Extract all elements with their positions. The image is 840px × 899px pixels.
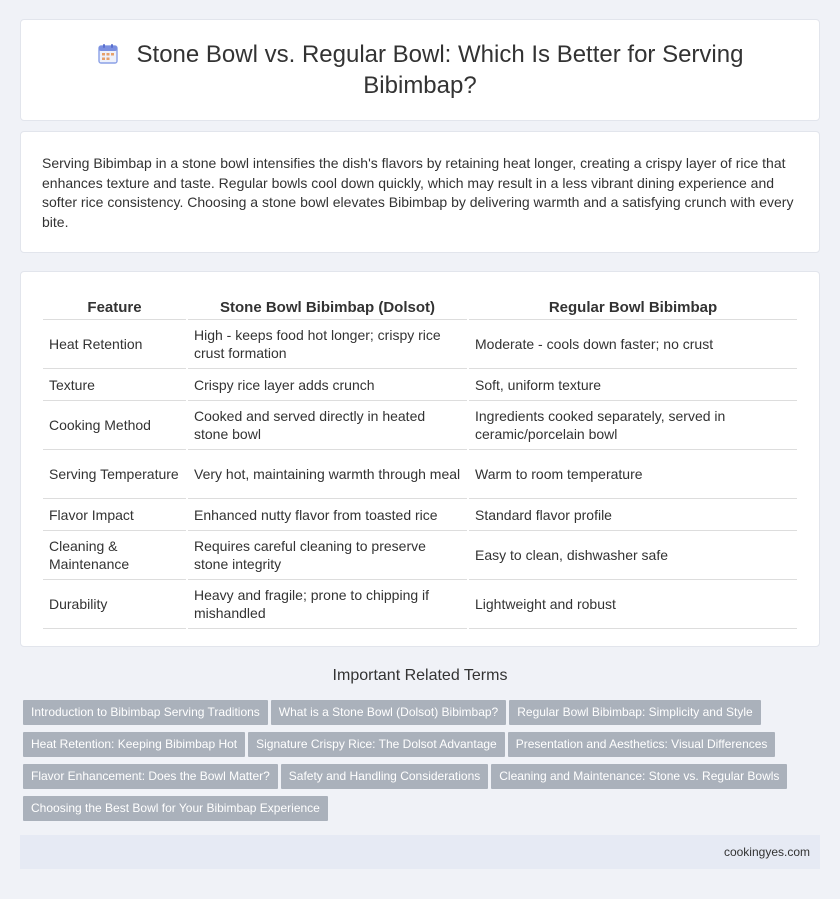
- row-regular-bowl: Soft, uniform texture: [468, 369, 797, 401]
- title-wrap: [61, 39, 779, 101]
- row-feature: Flavor Impact: [43, 499, 187, 531]
- comparison-table: [43, 294, 797, 629]
- row-stone-bowl: Enhanced nutty flavor from toasted rice: [187, 499, 468, 531]
- row-feature: Durability: [43, 580, 187, 629]
- row-stone-bowl: Crispy rice layer adds crunch: [187, 369, 468, 401]
- table-header-row: [43, 294, 797, 320]
- comparison-table-card: [20, 271, 820, 647]
- intro-card: [20, 131, 820, 253]
- row-stone-bowl: Heavy and fragile; prone to chipping if mishandled: [187, 580, 468, 629]
- header-stone-bowl: Stone Bowl Bibimbap (Dolsot): [187, 294, 468, 320]
- page-title: [61, 39, 779, 101]
- row-regular-bowl: Standard flavor profile: [468, 499, 797, 531]
- header-feature: Feature: [43, 294, 187, 320]
- footer: [20, 835, 820, 869]
- related-term-tag[interactable]: Flavor Enhancement: Does the Bowl Matter?: [23, 764, 278, 789]
- row-regular-bowl: Ingredients cooked separately, served in ceramic/porcelain bowl: [468, 401, 797, 450]
- page-title-text: Stone Bowl vs. Regular Bowl: Which Is Better for Serving Bibimbap?: [136, 41, 744, 99]
- row-feature: Serving Temperature: [43, 450, 187, 499]
- row-regular-bowl: Lightweight and robust: [468, 580, 797, 629]
- table-row: [43, 369, 797, 401]
- row-regular-bowl: Easy to clean, dishwasher safe: [468, 531, 797, 580]
- footer-site-link[interactable]: cookingyes.com: [723, 845, 810, 859]
- row-feature: Texture: [43, 369, 187, 401]
- related-term-tag[interactable]: Presentation and Aesthetics: Visual Differences: [508, 732, 776, 757]
- related-term-tag[interactable]: What is a Stone Bowl (Dolsot) Bibimbap?: [271, 700, 506, 725]
- table-row: [43, 450, 797, 499]
- related-term-tag[interactable]: Heat Retention: Keeping Bibimbap Hot: [23, 732, 245, 757]
- title-card: [20, 19, 820, 121]
- related-term-tag[interactable]: Choosing the Best Bowl for Your Bibimbap Experience: [23, 796, 328, 821]
- row-stone-bowl: Very hot, maintaining warmth through meal: [187, 450, 468, 499]
- row-regular-bowl: Moderate - cools down faster; no crust: [468, 320, 797, 369]
- row-feature: Heat Retention: [43, 320, 187, 369]
- header-regular-bowl: Regular Bowl Bibimbap: [468, 294, 797, 320]
- related-terms-title: Important Related Terms: [332, 667, 508, 684]
- related-terms-tags: [23, 700, 813, 828]
- row-stone-bowl: High - keeps food hot longer; crispy rice crust formation: [187, 320, 468, 369]
- related-term-tag[interactable]: Cleaning and Maintenance: Stone vs. Regular Bowls: [491, 764, 787, 789]
- calendar-icon: [97, 43, 119, 65]
- intro-paragraph: Serving Bibimbap in a stone bowl intensifies the dish's flavors by retaining heat longer, creating a crispy layer of rice that enhances texture and taste. Regular bowls cool down quickly, which may result in a less vibrant dining experience and softer rice consistency. Choosing a stone bowl elevates Bibimbap by delivering warmth and a satisfying crunch with every bite.: [42, 155, 794, 230]
- row-regular-bowl: Warm to room temperature: [468, 450, 797, 499]
- related-term-tag[interactable]: Safety and Handling Considerations: [281, 764, 488, 789]
- table-row: [43, 499, 797, 531]
- table-row: [43, 580, 797, 629]
- row-feature: Cooking Method: [43, 401, 187, 450]
- table-row: [43, 320, 797, 369]
- table-row: [43, 401, 797, 450]
- row-stone-bowl: Cooked and served directly in heated stone bowl: [187, 401, 468, 450]
- related-term-tag[interactable]: Introduction to Bibimbap Serving Traditions: [23, 700, 268, 725]
- row-stone-bowl: Requires careful cleaning to preserve stone integrity: [187, 531, 468, 580]
- related-term-tag[interactable]: Signature Crispy Rice: The Dolsot Advantage: [248, 732, 505, 757]
- related-term-tag[interactable]: Regular Bowl Bibimbap: Simplicity and Style: [509, 700, 760, 725]
- table-row: [43, 531, 797, 580]
- row-feature: Cleaning & Maintenance: [43, 531, 187, 580]
